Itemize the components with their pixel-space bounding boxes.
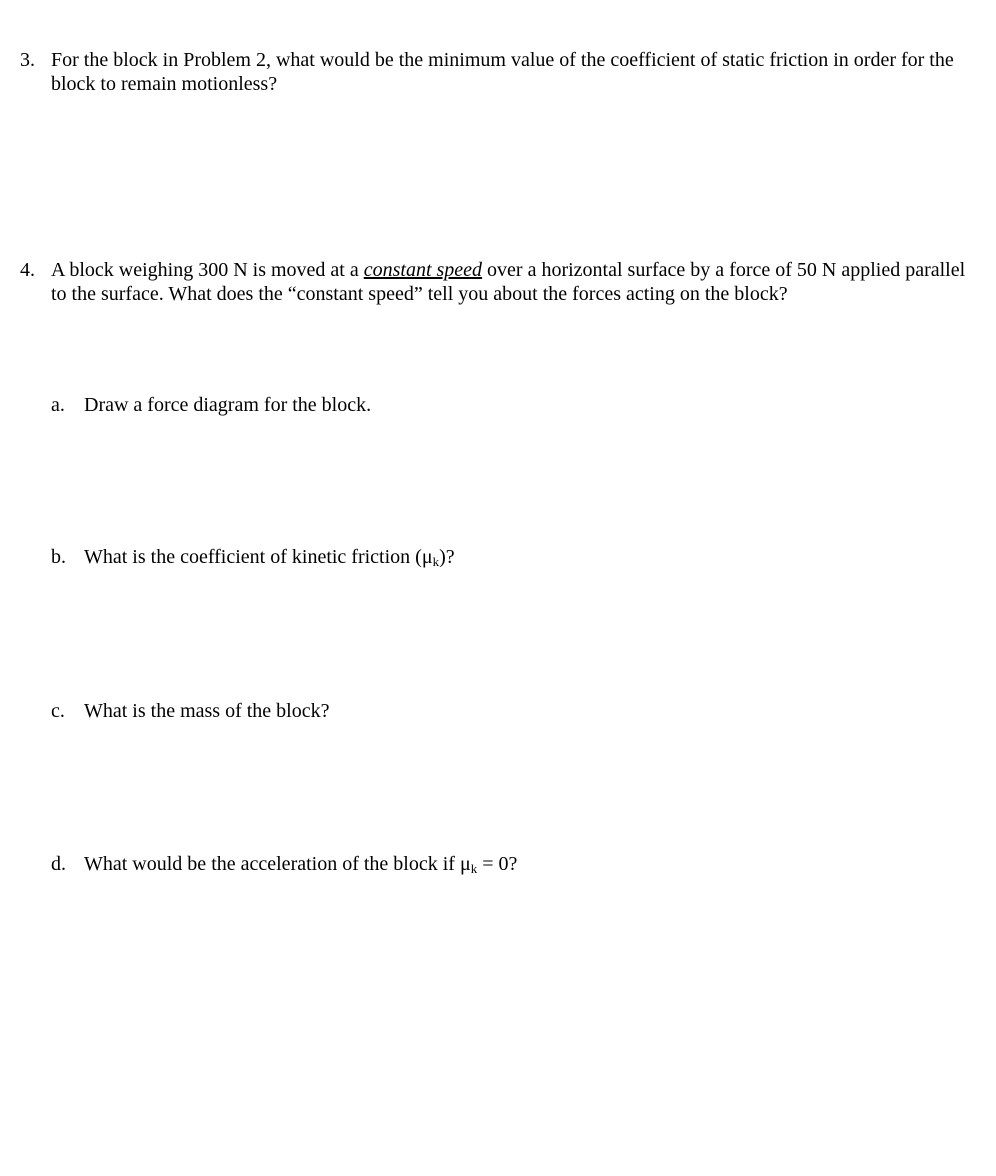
part-d-letter: d.: [51, 853, 66, 875]
part-d-text-after: = 0?: [477, 853, 518, 875]
part-a-letter: a.: [51, 394, 65, 416]
problem-4-number: 4.: [20, 259, 35, 281]
part-b-text: [84, 545, 951, 569]
part-b-letter: b.: [51, 546, 66, 568]
part-d: [51, 852, 951, 876]
part-b-text-before: What is the coefficient of kinetic friction (μ: [84, 546, 433, 568]
problem-4-text-after: over a horizontal surface by a force of 50 N applied parallel to the surface. What does the “constant speed” tell you about the forces acting on the block?: [51, 259, 966, 305]
part-c-text: What is the mass of the block?: [84, 700, 330, 722]
part-d-text: [84, 852, 951, 876]
problem-3: [20, 48, 980, 96]
part-c: [51, 699, 951, 723]
part-c-letter: c.: [51, 700, 65, 722]
constant-speed-emphasis: constant speed: [363, 259, 483, 281]
problem-3-number: 3.: [20, 49, 35, 71]
problem-4-text-before: A block weighing 300 N is moved at a: [51, 259, 364, 281]
part-b-subscript: k: [432, 554, 440, 569]
part-a: [51, 393, 951, 417]
part-d-subscript: k: [470, 861, 478, 876]
part-a-text: Draw a force diagram for the block.: [84, 394, 372, 416]
part-b-text-after: )?: [439, 546, 455, 568]
problem-3-text: For the block in Problem 2, what would be the minimum value of the coefficient of static friction in order for the block to remain motionless?: [51, 49, 954, 95]
part-d-text-before: What would be the acceleration of the block if μ: [84, 853, 471, 875]
problem-4-text: [51, 258, 980, 306]
part-b: [51, 545, 951, 569]
problem-4: [20, 258, 980, 306]
